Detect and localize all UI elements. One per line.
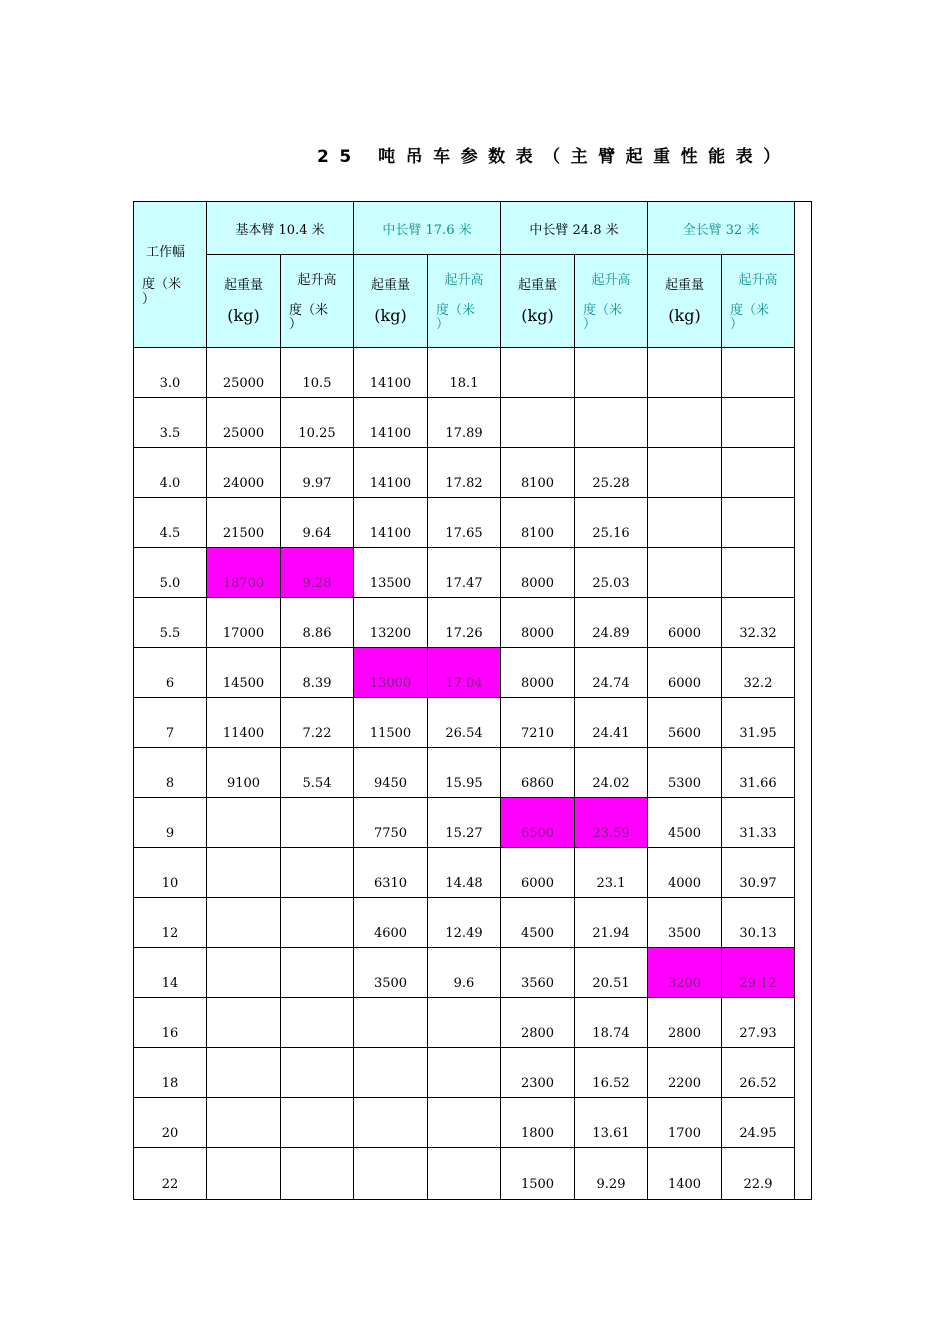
- height-cell: 24.95: [722, 1098, 795, 1148]
- load-cell: 11500: [354, 698, 428, 748]
- height-cell: 25.03: [575, 548, 648, 598]
- load-cell: 2200: [648, 1048, 722, 1098]
- radius-cell: 16: [134, 998, 207, 1048]
- load-cell: 18700: [207, 548, 281, 598]
- table-row: [134, 1148, 812, 1200]
- height-cell: 9.28: [281, 548, 354, 598]
- load-cell: 4500: [648, 798, 722, 848]
- load-cell: [648, 348, 722, 398]
- height-cell: 8.39: [281, 648, 354, 698]
- height-cell: 17.82: [428, 448, 501, 498]
- table-row: [134, 348, 812, 398]
- height-cell: 7.22: [281, 698, 354, 748]
- height-cell: 14.48: [428, 848, 501, 898]
- load-cell: 13200: [354, 598, 428, 648]
- table-row: [134, 848, 812, 898]
- height-cell: [281, 848, 354, 898]
- height-cell: 18.74: [575, 998, 648, 1048]
- height-cell: 9.64: [281, 498, 354, 548]
- right-margin-column: [795, 202, 812, 1200]
- radius-cell: 3.0: [134, 348, 207, 398]
- height-cell: 26.52: [722, 1048, 795, 1098]
- load-cell: 6000: [648, 598, 722, 648]
- height-cell: 20.51: [575, 948, 648, 998]
- height-cell: 32.2: [722, 648, 795, 698]
- height-cell: 23.59: [575, 798, 648, 848]
- table-row: [134, 898, 812, 948]
- height-cell: 24.74: [575, 648, 648, 698]
- height-cell: [281, 798, 354, 848]
- height-cell: 9.6: [428, 948, 501, 998]
- load-cell: 13500: [354, 548, 428, 598]
- height-cell: 24.89: [575, 598, 648, 648]
- table-row: [134, 948, 812, 998]
- radius-cell: 10: [134, 848, 207, 898]
- load-cell: 14100: [354, 448, 428, 498]
- height-cell: 9.97: [281, 448, 354, 498]
- height-cell: [281, 1048, 354, 1098]
- table-row: [134, 998, 812, 1048]
- load-cell: 14500: [207, 648, 281, 698]
- load-cell: 14100: [354, 498, 428, 548]
- radius-cell: 14: [134, 948, 207, 998]
- height-cell: [575, 348, 648, 398]
- load-cell: [207, 1048, 281, 1098]
- height-cell: 23.1: [575, 848, 648, 898]
- height-cell: 15.95: [428, 748, 501, 798]
- load-cell: 3500: [648, 898, 722, 948]
- load-cell: 17000: [207, 598, 281, 648]
- table-row: [134, 448, 812, 498]
- height-header: 起升高 度（米 ）: [281, 255, 354, 348]
- radius-cell: 20: [134, 1098, 207, 1148]
- load-cell: [354, 998, 428, 1048]
- height-cell: 31.95: [722, 698, 795, 748]
- height-cell: [281, 898, 354, 948]
- load-cell: 8100: [501, 448, 575, 498]
- load-cell: 8100: [501, 498, 575, 548]
- load-cell: [648, 398, 722, 448]
- radius-label-1: 工作幅: [146, 244, 186, 260]
- height-cell: [281, 1098, 354, 1148]
- load-cell: [354, 1048, 428, 1098]
- load-cell: [207, 1148, 281, 1200]
- height-header: 起升高 度（米 ）: [575, 255, 648, 348]
- height-cell: [722, 448, 795, 498]
- height-cell: 17.89: [428, 398, 501, 448]
- table-row: [134, 1098, 812, 1148]
- load-cell: 14100: [354, 398, 428, 448]
- header-row-sub: [134, 255, 812, 348]
- height-cell: 16.52: [575, 1048, 648, 1098]
- height-cell: [428, 1148, 501, 1200]
- height-cell: [428, 1098, 501, 1148]
- height-cell: 30.13: [722, 898, 795, 948]
- radius-cell: 4.0: [134, 448, 207, 498]
- load-cell: [501, 398, 575, 448]
- group-header-mid-2: 中长臂 24.8 米: [501, 202, 648, 255]
- load-cell: 1700: [648, 1098, 722, 1148]
- height-header: 起升高 度（米 ）: [428, 255, 501, 348]
- height-cell: 24.02: [575, 748, 648, 798]
- table-row: [134, 748, 812, 798]
- load-cell: 9450: [354, 748, 428, 798]
- height-cell: [722, 548, 795, 598]
- height-cell: 5.54: [281, 748, 354, 798]
- load-cell: 2300: [501, 1048, 575, 1098]
- height-cell: 17.26: [428, 598, 501, 648]
- load-cell: 1800: [501, 1098, 575, 1148]
- height-cell: [428, 998, 501, 1048]
- height-cell: 24.41: [575, 698, 648, 748]
- load-cell: 8000: [501, 548, 575, 598]
- load-header: 起重量 (kg): [648, 255, 722, 348]
- radius-cell: 8: [134, 748, 207, 798]
- height-cell: 13.61: [575, 1098, 648, 1148]
- load-cell: [207, 848, 281, 898]
- height-cell: [281, 948, 354, 998]
- load-cell: 5300: [648, 748, 722, 798]
- height-cell: [722, 498, 795, 548]
- radius-cell: 6: [134, 648, 207, 698]
- radius-cell: 7: [134, 698, 207, 748]
- load-cell: 1400: [648, 1148, 722, 1200]
- height-cell: [281, 998, 354, 1048]
- load-cell: 4500: [501, 898, 575, 948]
- load-cell: 2800: [648, 998, 722, 1048]
- radius-cell: 5.5: [134, 598, 207, 648]
- height-cell: 17.47: [428, 548, 501, 598]
- radius-cell: 5.0: [134, 548, 207, 598]
- height-cell: 27.93: [722, 998, 795, 1048]
- load-cell: 25000: [207, 348, 281, 398]
- height-cell: 32.32: [722, 598, 795, 648]
- table-row: [134, 398, 812, 448]
- height-cell: [575, 398, 648, 448]
- page-title: 25 吨吊车参数表（主臂起重性能表）: [317, 147, 791, 167]
- height-cell: [722, 348, 795, 398]
- height-cell: 21.94: [575, 898, 648, 948]
- load-cell: 2800: [501, 998, 575, 1048]
- height-cell: 25.28: [575, 448, 648, 498]
- load-cell: 6310: [354, 848, 428, 898]
- load-cell: 4600: [354, 898, 428, 948]
- height-cell: 8.86: [281, 598, 354, 648]
- load-cell: 6860: [501, 748, 575, 798]
- load-cell: 6000: [501, 848, 575, 898]
- load-cell: 3500: [354, 948, 428, 998]
- radius-cell: 18: [134, 1048, 207, 1098]
- load-cell: 14100: [354, 348, 428, 398]
- load-cell: 24000: [207, 448, 281, 498]
- table-row: [134, 698, 812, 748]
- load-cell: [207, 998, 281, 1048]
- height-cell: [281, 1148, 354, 1200]
- load-header: 起重量 (kg): [354, 255, 428, 348]
- load-cell: 11400: [207, 698, 281, 748]
- radius-cell: 12: [134, 898, 207, 948]
- load-cell: [207, 948, 281, 998]
- height-header: 起升高 度（米 ）: [722, 255, 795, 348]
- table-row: [134, 598, 812, 648]
- load-cell: 5600: [648, 698, 722, 748]
- height-cell: 25.16: [575, 498, 648, 548]
- height-cell: 31.33: [722, 798, 795, 848]
- height-cell: 10.5: [281, 348, 354, 398]
- table-row: [134, 648, 812, 698]
- load-cell: 3200: [648, 948, 722, 998]
- radius-label-2: 度（米: [142, 276, 182, 292]
- load-cell: [207, 1098, 281, 1148]
- load-cell: [354, 1148, 428, 1200]
- crane-load-table: [133, 201, 812, 1200]
- table-row: [134, 548, 812, 598]
- table-row: [134, 798, 812, 848]
- height-cell: 12.49: [428, 898, 501, 948]
- height-cell: 17.04: [428, 648, 501, 698]
- load-cell: [207, 798, 281, 848]
- load-cell: [648, 548, 722, 598]
- load-cell: 3560: [501, 948, 575, 998]
- table-row: [134, 498, 812, 548]
- height-cell: [722, 398, 795, 448]
- height-cell: 9.29: [575, 1148, 648, 1200]
- height-cell: 15.27: [428, 798, 501, 848]
- load-cell: 4000: [648, 848, 722, 898]
- load-cell: 13000: [354, 648, 428, 698]
- load-cell: 6500: [501, 798, 575, 848]
- load-header: 起重量 (kg): [501, 255, 575, 348]
- group-header-full: 全长臂 32 米: [648, 202, 795, 255]
- load-cell: 8000: [501, 598, 575, 648]
- load-cell: 8000: [501, 648, 575, 698]
- radius-cell: 22: [134, 1148, 207, 1200]
- radius-cell: 4.5: [134, 498, 207, 548]
- load-header: 起重量 (kg): [207, 255, 281, 348]
- load-cell: 7210: [501, 698, 575, 748]
- height-cell: 10.25: [281, 398, 354, 448]
- radius-header: [134, 202, 207, 348]
- load-cell: 7750: [354, 798, 428, 848]
- group-header-basic: 基本臂 10.4 米: [207, 202, 354, 255]
- load-cell: [354, 1098, 428, 1148]
- height-cell: 22.9: [722, 1148, 795, 1200]
- height-cell: [428, 1048, 501, 1098]
- height-cell: 31.66: [722, 748, 795, 798]
- height-cell: 17.65: [428, 498, 501, 548]
- load-cell: 6000: [648, 648, 722, 698]
- load-cell: 21500: [207, 498, 281, 548]
- height-cell: 26.54: [428, 698, 501, 748]
- load-cell: [501, 348, 575, 398]
- height-cell: 30.97: [722, 848, 795, 898]
- load-cell: 25000: [207, 398, 281, 448]
- load-cell: 1500: [501, 1148, 575, 1200]
- radius-cell: 3.5: [134, 398, 207, 448]
- height-cell: 29.12: [722, 948, 795, 998]
- header-row-groups: [134, 202, 812, 255]
- load-cell: [648, 498, 722, 548]
- load-cell: [648, 448, 722, 498]
- table-row: [134, 1048, 812, 1098]
- radius-cell: 9: [134, 798, 207, 848]
- radius-label-3: ）: [142, 291, 156, 307]
- load-cell: 9100: [207, 748, 281, 798]
- group-header-mid-1: 中长臂 17.6 米: [354, 202, 501, 255]
- load-cell: [207, 898, 281, 948]
- height-cell: 18.1: [428, 348, 501, 398]
